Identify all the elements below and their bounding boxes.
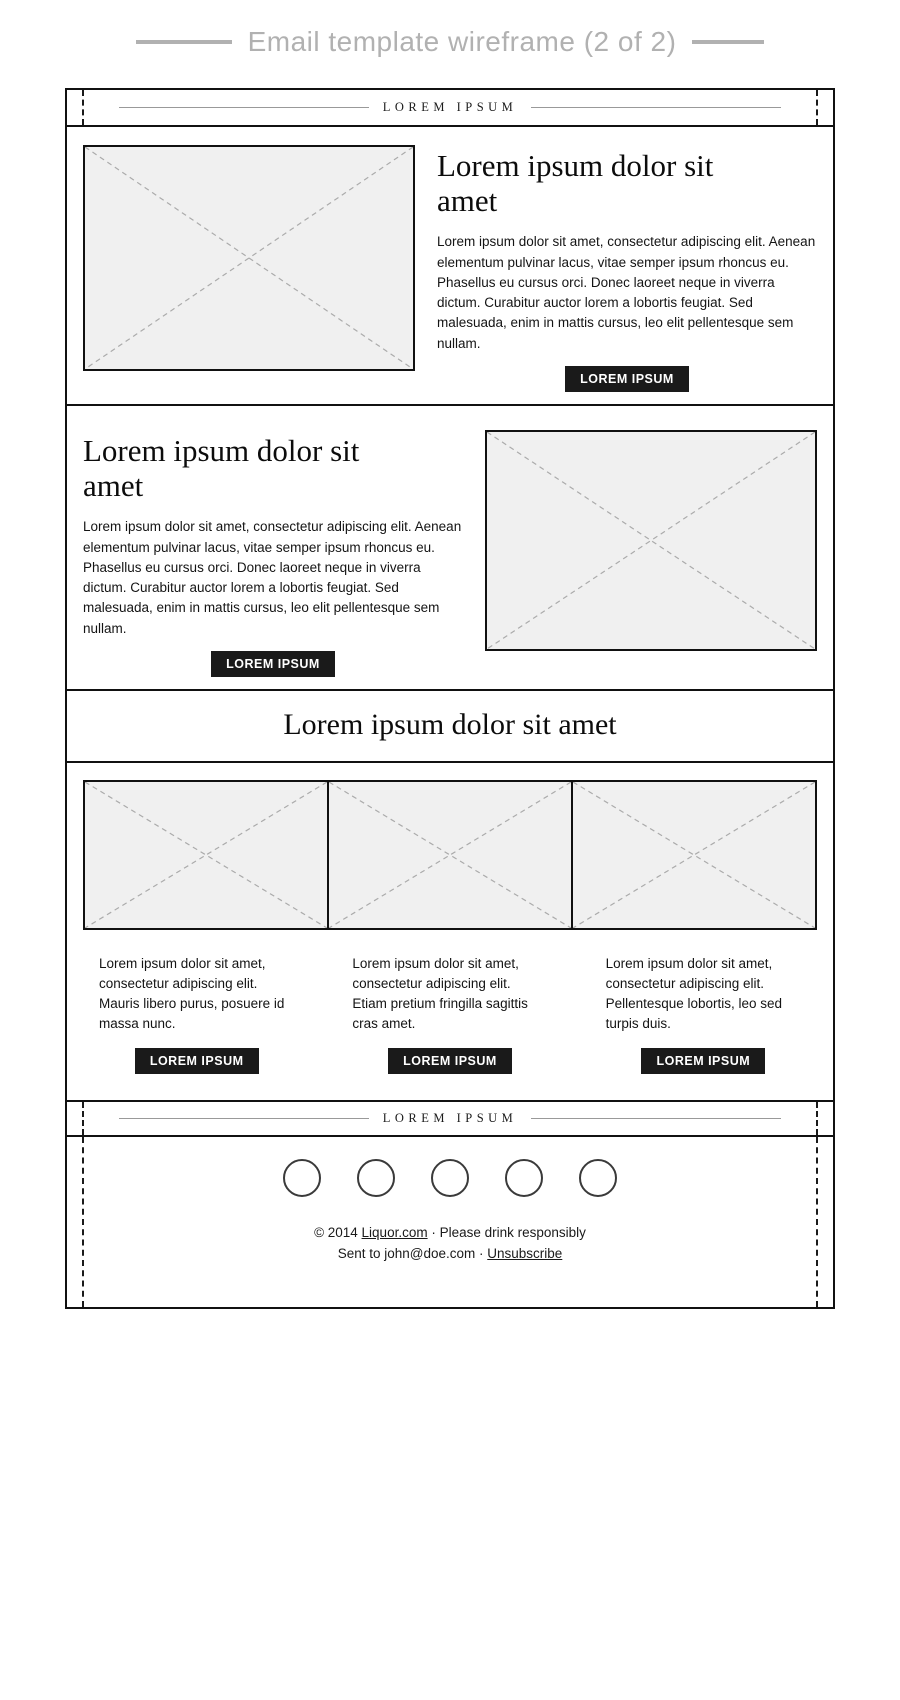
feature-body: Lorem ipsum dolor sit amet, consectetur adipiscing elit. Aenean elementum pulvinar lacus, vitae semper ipsum rhoncus eu. Phasellus eu cursus orci. Donec laoreet neque in viverra dictum. Curabitur auctor lorem a lobortis feugiat. Sed malesuada, enim in mattis cursus, leo elit pellentesque sem nullam.	[437, 234, 816, 351]
footer-banner	[67, 1100, 833, 1137]
social-circle-icon[interactable]	[505, 1159, 543, 1197]
social-circle-icon[interactable]	[579, 1159, 617, 1197]
cta-button[interactable]: LOREM IPSUM	[211, 651, 335, 677]
cta-button[interactable]: LOREM IPSUM	[388, 1048, 512, 1074]
feature-section-2	[67, 404, 833, 689]
cta-button[interactable]: LOREM IPSUM	[135, 1048, 259, 1074]
feature-heading: Lorem ipsum dolor sit amet	[83, 432, 360, 503]
banner-rule-right	[531, 107, 781, 108]
image-x-icon	[85, 782, 327, 928]
image-placeholder	[571, 780, 817, 930]
column-body: Lorem ipsum dolor sit amet, consectetur adipiscing elit. Pellentesque lobortis, leo sed turpis duis.	[605, 955, 783, 1031]
button-row	[352, 1048, 547, 1074]
trio-image-strip	[83, 780, 817, 930]
legal-line-2	[67, 1244, 833, 1265]
feature-text-block	[437, 145, 817, 392]
header-banner-label: LOREM IPSUM	[382, 100, 518, 114]
legal-block	[67, 1223, 833, 1265]
liquor-link[interactable]: Liquor.com	[361, 1224, 428, 1240]
banner-rule-left	[119, 107, 369, 108]
trio-column-1	[85, 954, 308, 1074]
email-wireframe	[65, 88, 835, 1309]
trio-column-3	[592, 954, 815, 1074]
three-column-section	[67, 763, 833, 1100]
image-placeholder	[83, 145, 415, 371]
title-rule-right	[692, 40, 764, 44]
trio-column-2	[338, 954, 561, 1074]
column-body: Lorem ipsum dolor sit amet, consectetur adipiscing elit. Etiam pretium fringilla sagittis cras amet.	[352, 955, 528, 1031]
header-banner	[67, 90, 833, 127]
unsubscribe-link[interactable]: Unsubscribe	[487, 1245, 563, 1261]
centered-heading: Lorem ipsum dolor sit amet	[283, 707, 617, 741]
title-rule-left	[136, 40, 232, 44]
copyright-text: © 2014	[314, 1224, 362, 1240]
image-x-icon	[573, 782, 815, 928]
image-x-icon	[85, 147, 413, 369]
image-placeholder	[327, 780, 573, 930]
column-body: Lorem ipsum dolor sit amet, consectetur adipiscing elit. Mauris libero purus, posuere id massa nunc.	[99, 955, 285, 1031]
responsibly-text: · Please drink responsibly	[427, 1224, 586, 1240]
social-circle-icon[interactable]	[283, 1159, 321, 1197]
right-margin-guide	[816, 1137, 818, 1307]
social-circle-icon[interactable]	[357, 1159, 395, 1197]
footer-banner-label: LOREM IPSUM	[382, 1110, 518, 1125]
left-margin-guide	[82, 1102, 84, 1135]
right-margin-guide	[816, 1102, 818, 1135]
trio-text-columns	[83, 954, 817, 1074]
button-row	[437, 366, 817, 392]
page-title: Email template wireframe (2 of 2)	[247, 26, 677, 57]
banner-rule-left	[119, 1118, 369, 1119]
page-title-row	[0, 22, 900, 62]
button-row	[99, 1048, 294, 1074]
feature-body: Lorem ipsum dolor sit amet, consectetur adipiscing elit. Aenean elementum pulvinar lacus, vitae semper ipsum rhoncus eu. Phasellus eu cursus orci. Donec laoreet neque in viverra dictum. Curabitur auctor lorem a lobortis feugiat. Sed malesuada, enim in mattis cursus, leo elit pellentesque sem nullam.	[83, 519, 462, 636]
cta-button[interactable]: LOREM IPSUM	[565, 366, 689, 392]
footer	[67, 1137, 833, 1307]
centered-heading-section	[67, 689, 833, 763]
image-x-icon	[329, 782, 571, 928]
button-row	[606, 1048, 801, 1074]
image-placeholder	[83, 780, 329, 930]
image-x-icon	[487, 432, 815, 649]
button-row	[83, 651, 463, 677]
feature-heading: Lorem ipsum dolor sit amet	[437, 148, 714, 218]
cta-button[interactable]: LOREM IPSUM	[641, 1048, 765, 1074]
right-margin-guide	[816, 90, 818, 125]
left-margin-guide	[82, 1137, 84, 1307]
social-icons-row	[67, 1159, 833, 1197]
left-margin-guide	[82, 90, 84, 125]
sent-to-text: Sent to john@doe.com ·	[337, 1245, 488, 1261]
legal-line-1	[67, 1223, 833, 1244]
image-placeholder	[485, 430, 817, 651]
banner-rule-right	[531, 1118, 781, 1119]
feature-text-block	[83, 430, 463, 677]
social-circle-icon[interactable]	[431, 1159, 469, 1197]
feature-section-1	[67, 127, 833, 404]
